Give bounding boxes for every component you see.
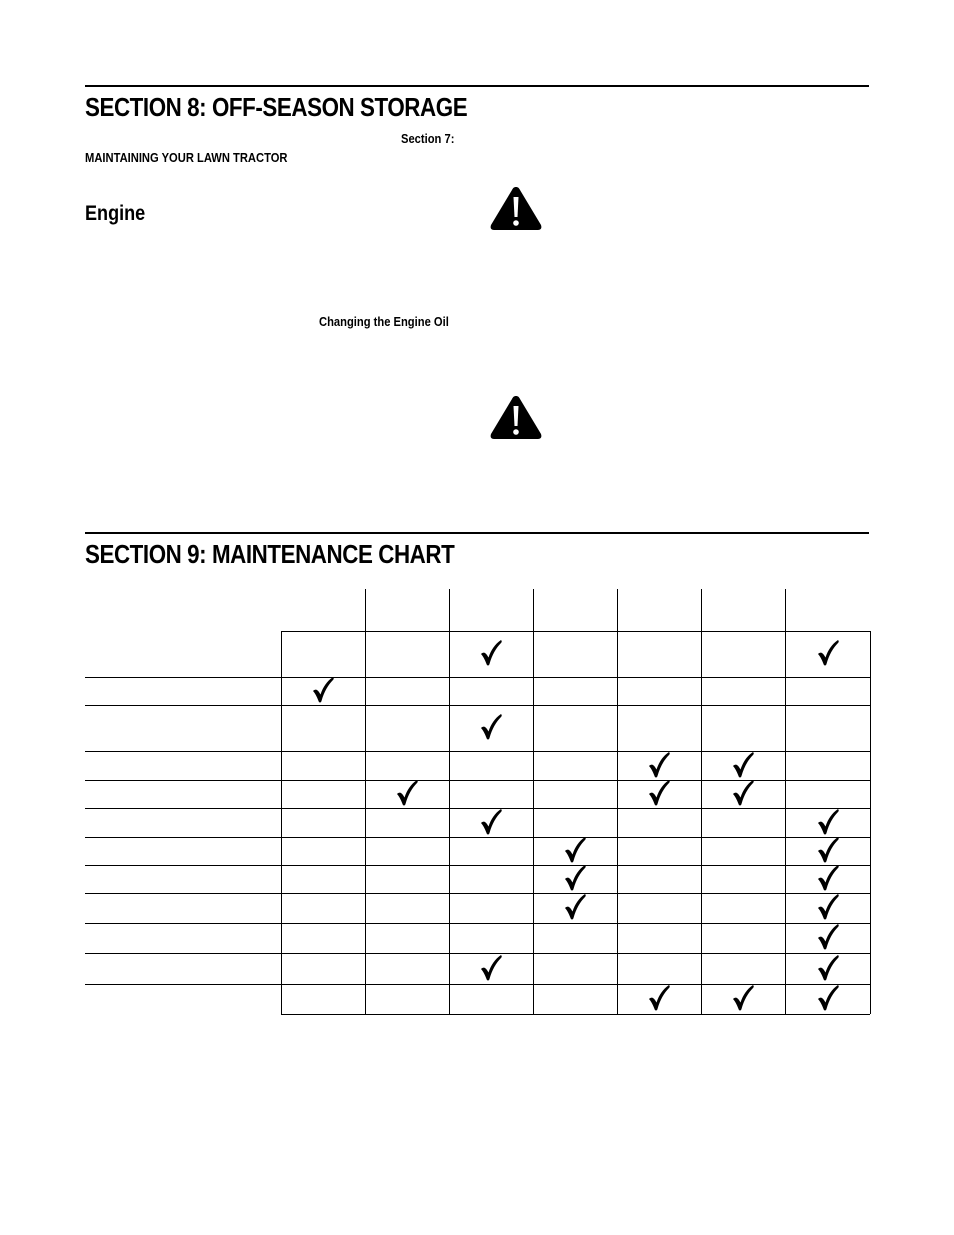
chart-row-divider [85, 677, 870, 678]
chart-column-divider [785, 631, 786, 1014]
chart-row-divider [85, 953, 870, 954]
warning-triangle-icon [489, 394, 543, 440]
checkmark-icon [648, 985, 670, 1011]
checkmark-icon [732, 752, 754, 778]
chart-column-divider [617, 631, 618, 1014]
section-9-top-rule [85, 532, 869, 534]
chart-header-divider [701, 589, 702, 631]
checkmark-icon [817, 924, 839, 950]
checkmark-icon [648, 780, 670, 806]
maintaining-reference: MAINTAINING YOUR LAWN TRACTOR [85, 150, 288, 165]
checkmark-icon [480, 640, 502, 666]
chart-header-divider [365, 589, 366, 631]
checkmark-icon [564, 894, 586, 920]
checkmark-icon [480, 809, 502, 835]
checkmark-icon [564, 837, 586, 863]
chart-header-divider [449, 589, 450, 631]
checkmark-icon [648, 752, 670, 778]
checkmark-icon [732, 985, 754, 1011]
chart-column-divider [449, 631, 450, 1014]
chart-header-divider [533, 589, 534, 631]
checkmark-icon [480, 714, 502, 740]
checkmark-icon [817, 894, 839, 920]
chart-grid-top-border [281, 631, 870, 632]
section-7-reference: Section 7: [401, 131, 455, 146]
chart-row-divider [85, 865, 870, 866]
section-9-title: SECTION 9: MAINTENANCE CHART [85, 539, 455, 569]
checkmark-icon [480, 955, 502, 981]
oil-change-reference: Changing the Engine Oil [319, 314, 449, 329]
checkmark-icon [817, 955, 839, 981]
checkmark-icon [817, 837, 839, 863]
section-8-title: SECTION 8: OFF-SEASON STORAGE [85, 92, 468, 122]
chart-row-divider [85, 893, 870, 894]
checkmark-icon [817, 640, 839, 666]
warning-triangle-icon [489, 185, 543, 231]
chart-row-divider [85, 705, 870, 706]
chart-row-divider [281, 1014, 870, 1015]
checkmark-icon [564, 865, 586, 891]
chart-column-divider [701, 631, 702, 1014]
checkmark-icon [817, 809, 839, 835]
chart-row-divider [85, 923, 870, 924]
checkmark-icon [732, 780, 754, 806]
chart-header-divider [617, 589, 618, 631]
chart-column-divider [533, 631, 534, 1014]
section-8-top-rule [85, 85, 869, 87]
chart-column-divider [870, 631, 871, 1014]
chart-row-divider [85, 808, 870, 809]
checkmark-icon [817, 985, 839, 1011]
chart-column-divider [365, 631, 366, 1014]
checkmark-icon [312, 677, 334, 703]
checkmark-icon [396, 780, 418, 806]
chart-row-divider [85, 837, 870, 838]
chart-header-divider [785, 589, 786, 631]
chart-column-divider [281, 631, 282, 1014]
engine-heading: Engine [85, 202, 146, 225]
checkmark-icon [817, 865, 839, 891]
